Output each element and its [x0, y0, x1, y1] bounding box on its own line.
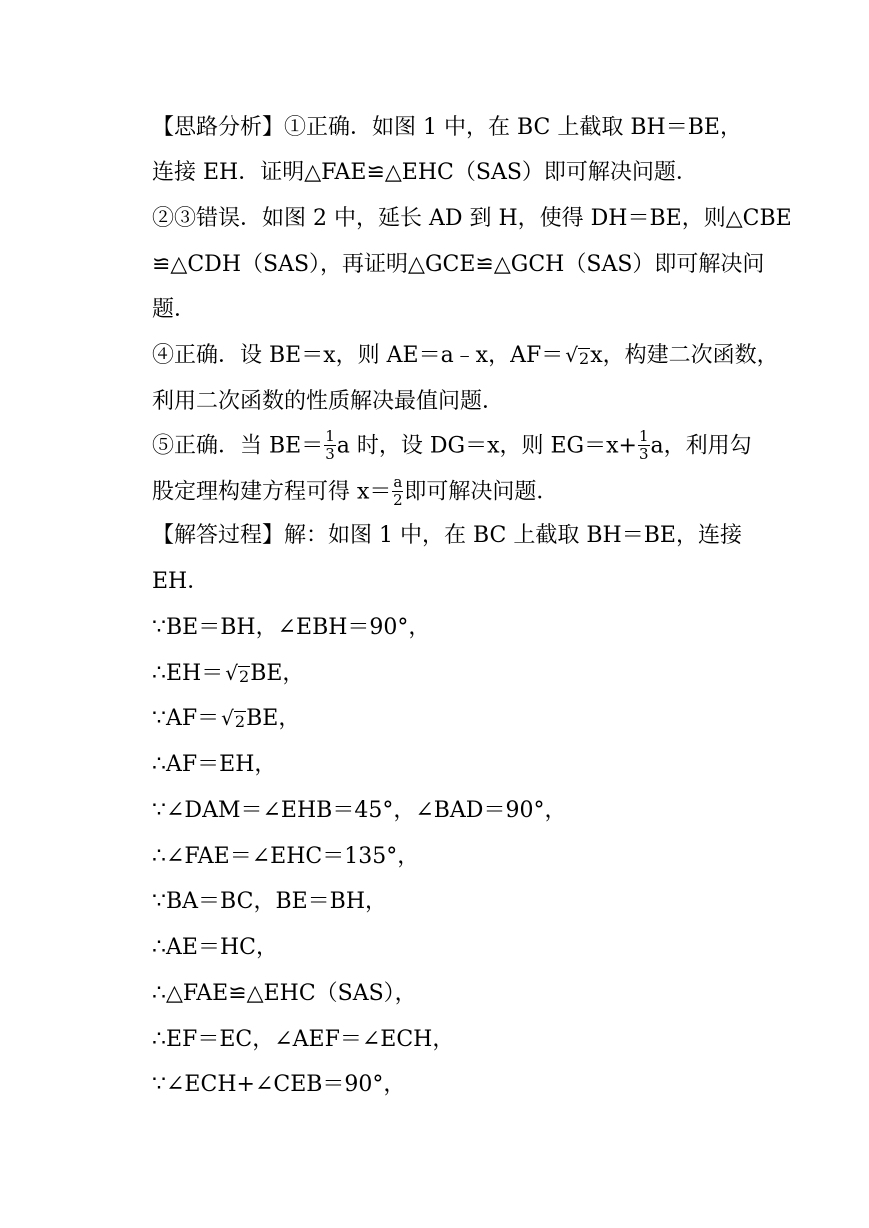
text-line: ∴AE＝HC，	[152, 935, 278, 960]
text-line: ∴AF＝EH，	[152, 752, 277, 777]
text-line: ∴△FAE≌△EHC（SAS），	[152, 981, 417, 1006]
radicand: 2	[234, 712, 246, 731]
numerator: a	[393, 473, 403, 491]
text-segment: x，构建二次函数，	[590, 343, 779, 368]
text-line: 题．	[152, 297, 197, 322]
text-line	[152, 345, 779, 367]
text-segment: ⑤正确．当 BE＝	[152, 433, 324, 459]
text-line: 【思路分析】①正确．如图 1 中，在 BC 上截取 BH＝BE，	[152, 115, 742, 140]
text-line: ∴∠FAE＝∠EHC＝135°，	[152, 844, 420, 869]
sqrt-expression	[225, 663, 250, 685]
radical-sign: √	[565, 343, 578, 367]
numerator: 1	[325, 427, 335, 445]
radical-sign: √	[225, 661, 238, 685]
text-segment: ∴EH＝	[152, 661, 224, 686]
text-segment: BE，	[250, 661, 305, 686]
text-line: 利用二次函数的性质解决最值问题．	[152, 389, 505, 414]
denominator: 3	[325, 445, 335, 463]
text-segment: a 时，设 DG＝x，则 EG＝x+	[336, 433, 637, 459]
sqrt-expression	[221, 708, 246, 730]
text-line: ∵∠DAM＝∠EHB＝45°，∠BAD＝90°，	[152, 798, 567, 823]
fraction	[392, 475, 403, 508]
radical-sign: √	[221, 706, 234, 730]
radicand: 2	[239, 667, 250, 686]
text-line	[152, 473, 559, 509]
sqrt-expression	[565, 345, 590, 367]
text-line: ∵BA＝BC，BE＝BH，	[152, 889, 388, 914]
text-line: 连接 EH．证明△FAE≌△EHC（SAS）即可解决问题．	[152, 160, 698, 185]
text-line	[152, 663, 304, 685]
numerator: 1	[638, 427, 649, 445]
fraction	[324, 429, 336, 462]
text-segment: a，利用勾	[650, 433, 752, 459]
text-line: EH．	[152, 569, 210, 594]
text-line: ≌△CDH（SAS），再证明△GCE≌△GCH（SAS）即可解决问	[152, 252, 765, 277]
radicand: 2	[579, 349, 590, 368]
text-segment: 即可解决问题．	[404, 479, 559, 505]
text-line	[152, 708, 300, 730]
denominator: 3	[638, 445, 649, 463]
text-segment: ④正确．设 BE＝x，则 AE＝a﹣x，AF＝	[152, 343, 564, 368]
fraction	[638, 429, 650, 462]
text-line: ∵∠ECH+∠CEB＝90°，	[152, 1072, 406, 1097]
text-line: ∵BE＝BH，∠EBH＝90°，	[152, 615, 431, 640]
text-line	[152, 427, 752, 463]
text-line: 【解答过程】解：如图 1 中，在 BC 上截取 BH＝BE，连接	[152, 523, 742, 548]
text-segment: ∵AF＝	[152, 706, 220, 731]
text-line: ②③错误．如图 2 中，延长 AD 到 H，使得 DH＝BE，则△CBE	[152, 206, 792, 231]
denominator: 2	[393, 491, 403, 509]
text-line: ∴EF＝EC，∠AEF＝∠ECH，	[152, 1027, 455, 1052]
text-segment: 股定理构建方程可得 x＝	[152, 479, 392, 505]
text-segment: BE，	[246, 706, 301, 731]
